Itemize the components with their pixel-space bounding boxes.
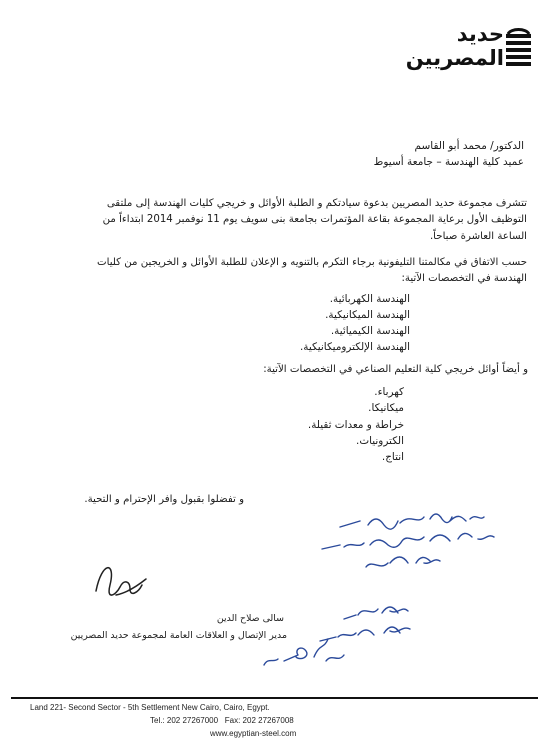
footer-divider	[11, 697, 538, 699]
list-item: الهندسة الكهربائية.	[329, 293, 410, 305]
tel-label: Tel.:	[150, 716, 165, 725]
footer-website: www.egyptian-steel.com	[210, 729, 297, 738]
logo-mark-icon	[505, 28, 532, 68]
recipient-title: عميد كلية الهندسة – جامعة أسيوط	[373, 156, 524, 168]
recipient-name: الدكتور/ محمد أبو القاسم	[414, 140, 524, 152]
footer-address: Land 221- Second Sector - 5th Settlement New Cairo, Cairo, Egypt.	[30, 703, 270, 712]
signer-name: سالى صلاح الدين	[216, 613, 284, 624]
also-line: و أيضاً أوائل خريجي كلية التعليم الصناعي في التخصصات الآتية:	[263, 364, 528, 375]
agreement-line-2: الهندسة في التخصصات الآتية:	[401, 273, 527, 284]
signer-title: مدير الإتصال و العلاقات العامة لمجموعة حديد المصريين	[70, 630, 287, 641]
fax-number: 202 27267008	[242, 716, 294, 725]
list-item: الهندسة الميكانيكية.	[325, 309, 410, 321]
fax-label: Fax:	[224, 716, 241, 725]
list-item: ميكانيكا.	[368, 402, 404, 414]
footer-contact	[150, 716, 294, 725]
intro-line-2: التوظيف الأول برعاية المجموعة بقاعة المؤتمرات بجامعة بنى سويف يوم 11 نوفمبر 2014 ابتداءاً من	[102, 214, 527, 225]
list-item: خراطة و معدات ثقيلة.	[307, 419, 404, 431]
list-item: الكترونيات.	[356, 435, 404, 447]
list-item: الهندسة الكيميائية.	[330, 325, 410, 337]
handwritten-note-top	[270, 505, 520, 583]
logo-word-line1: حديد	[456, 22, 504, 46]
logo-word-line2: المصريين	[405, 46, 504, 70]
signature-scrawl	[86, 555, 156, 603]
list-item: الهندسة الإلكتروميكانيكية.	[300, 341, 410, 353]
list-item: كهرباء.	[374, 386, 404, 398]
tel-number: 202 27267000	[166, 716, 219, 725]
list-item: انتاج.	[381, 451, 404, 463]
intro-line-1: تتشرف مجموعة حديد المصريين بدعوة سيادتكم و الطلبة الأوائل و خريجي كليات الهندسة إلى ملتقى	[106, 198, 527, 209]
intro-line-3: الساعة العاشرة صباحاً.	[429, 231, 527, 242]
agreement-line-1: حسب الاتفاق في مكالمتنا التليفونية برجاء التكرم بالتنويه و الإعلان للطلبة الأوائل و الخريجين من كليات	[97, 257, 527, 268]
closing-line: و تفضلوا بقبول وافر الإحترام و التحية.	[84, 494, 244, 505]
company-logo	[405, 22, 532, 74]
